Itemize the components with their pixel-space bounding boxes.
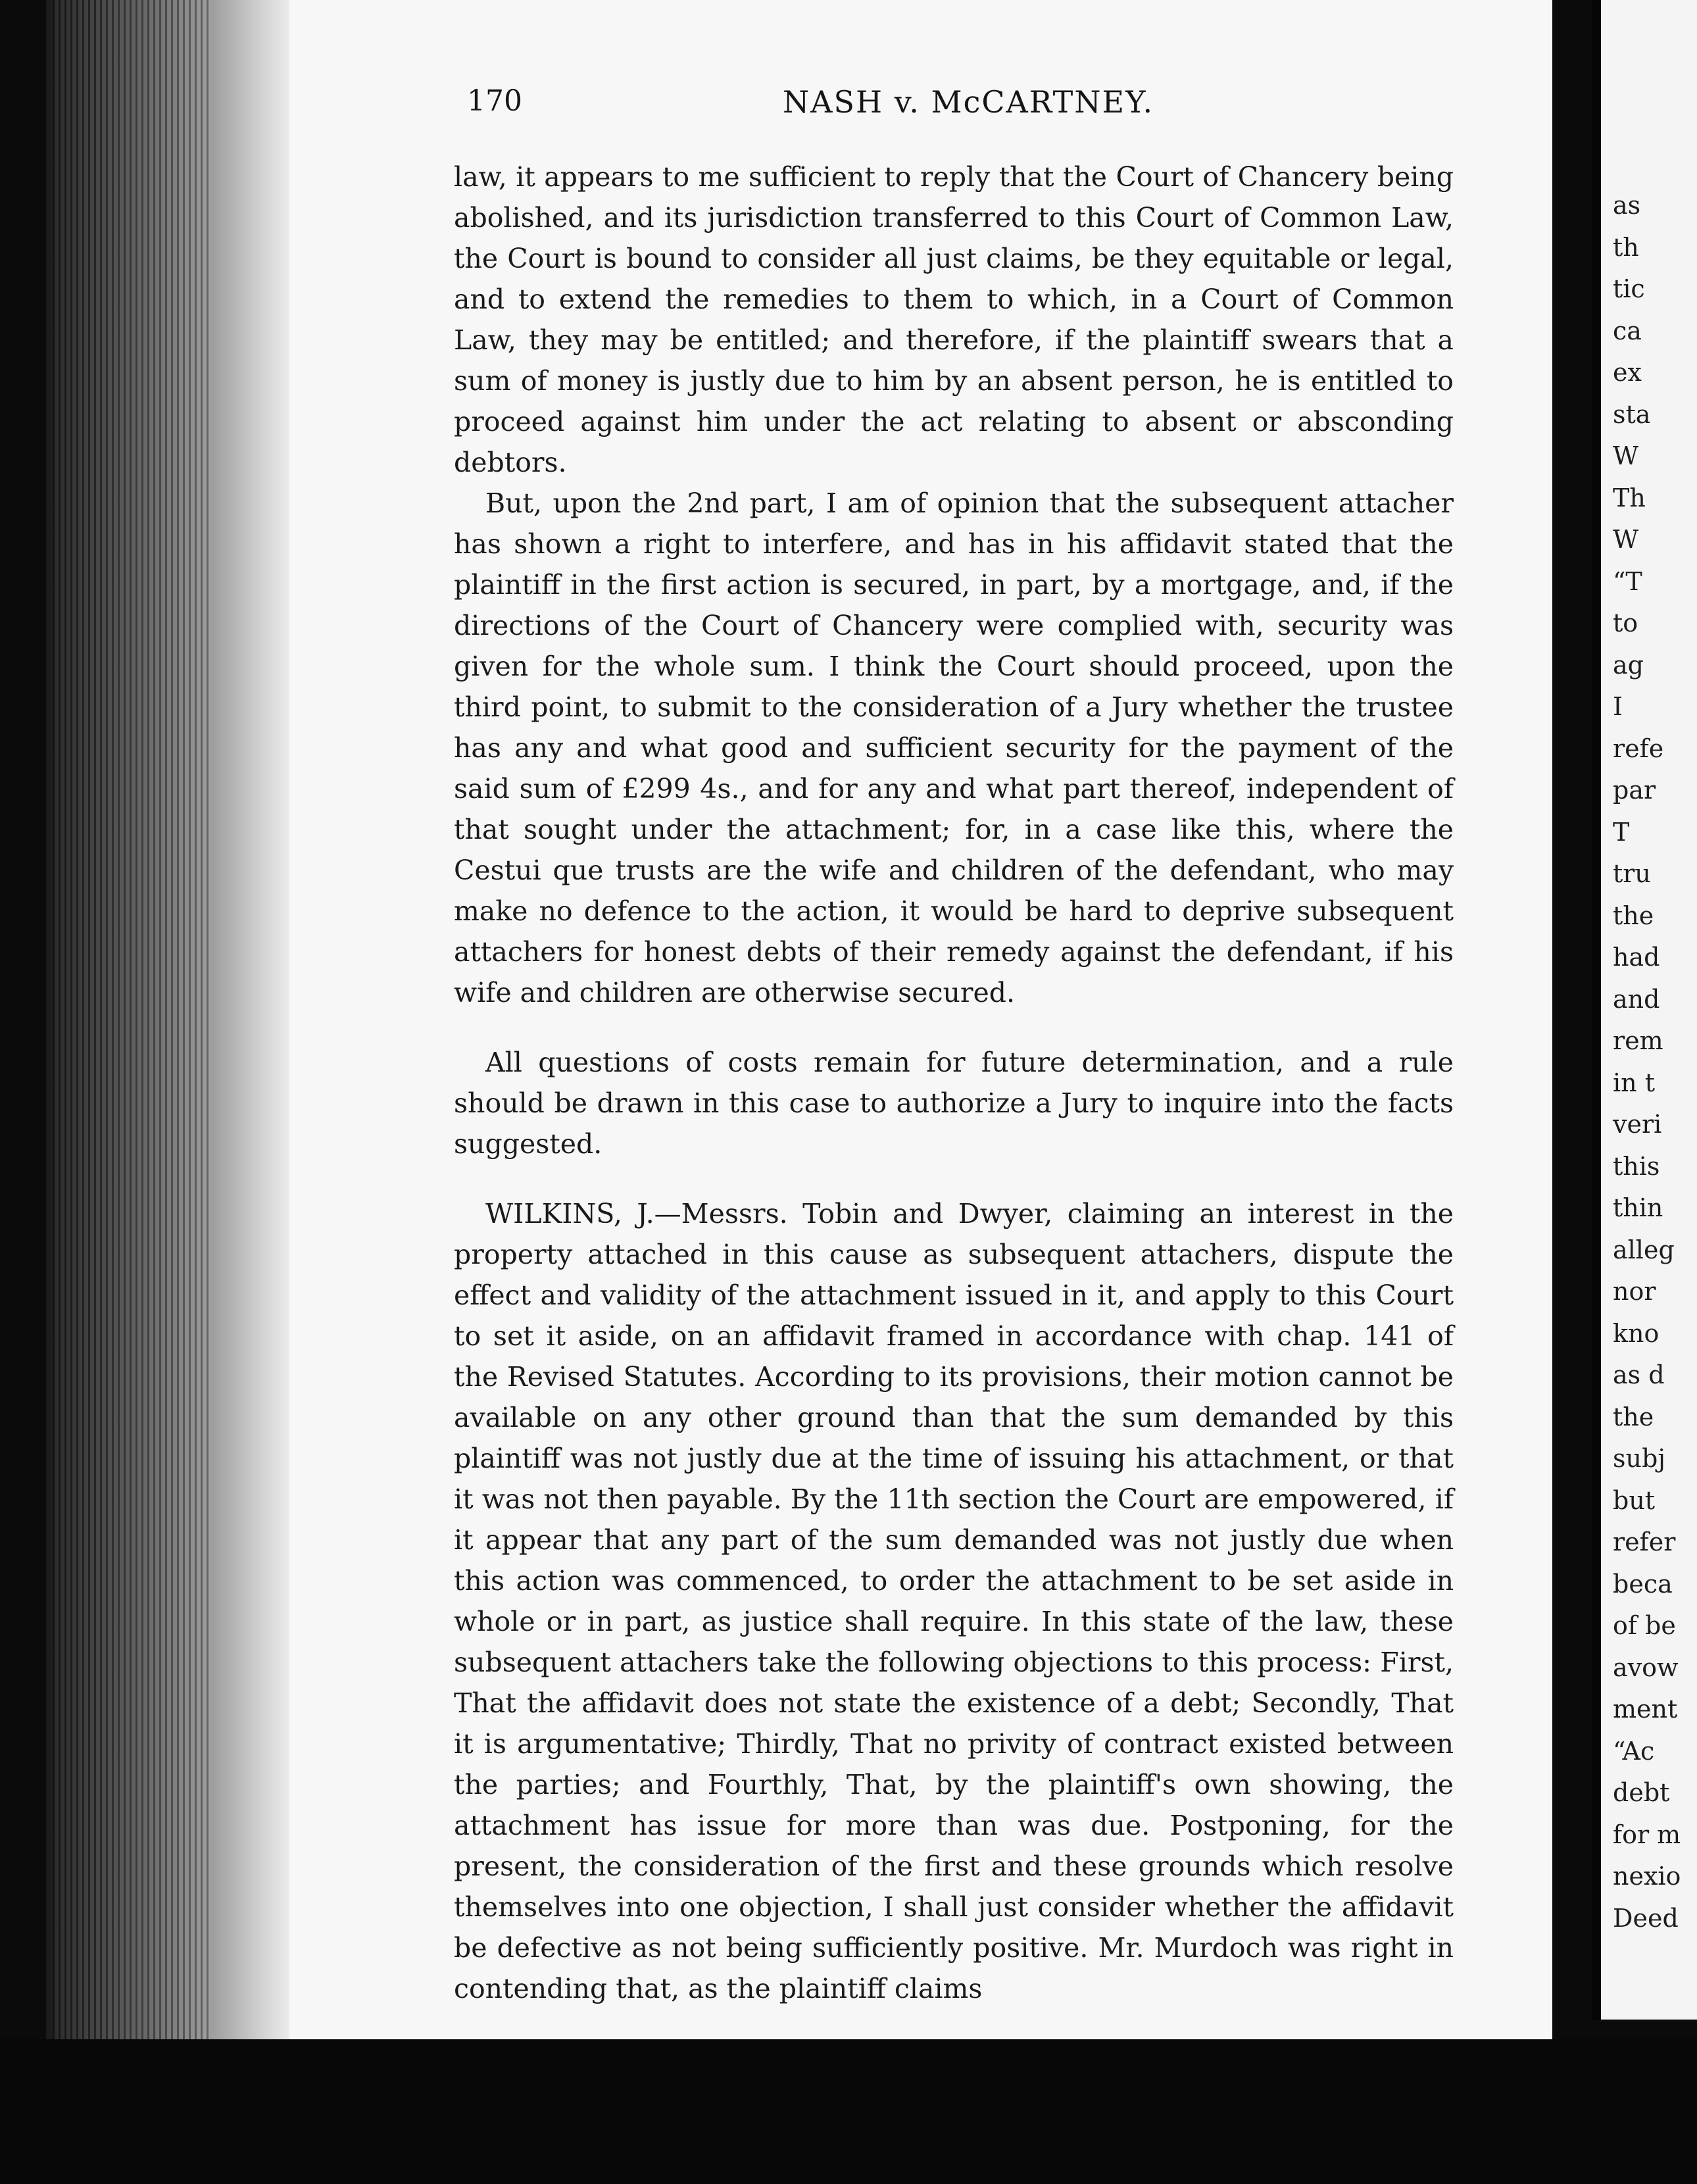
- running-title: NASH v. McCARTNEY.: [783, 84, 1154, 120]
- right-page-fragment: sta: [1613, 399, 1651, 429]
- right-page-fragment: in t: [1613, 1068, 1655, 1097]
- right-page-fragment: had: [1613, 943, 1660, 972]
- right-page-fragment: debt: [1613, 1778, 1670, 1807]
- right-page-fragment: “Ac: [1613, 1736, 1655, 1766]
- right-page-fragment: nexio: [1613, 1862, 1681, 1891]
- right-page-fragment: subj: [1613, 1444, 1666, 1473]
- right-page-fragment: alleg: [1613, 1235, 1675, 1264]
- right-page-fragment: tic: [1613, 274, 1645, 303]
- right-page-fragment: avow: [1613, 1652, 1679, 1682]
- right-page-fragment: rem: [1613, 1026, 1663, 1055]
- right-page-fragment: of be: [1613, 1611, 1676, 1640]
- right-page-fragment: ex: [1613, 358, 1642, 387]
- page-number: 170: [467, 84, 522, 118]
- page-body: [454, 157, 1454, 2009]
- paragraph-4: WILKINS, J.—Messrs. Tobin and Dwyer, claiming an interest in the property attached in this cause as subsequent attachers, dispute the effect and validity of the attachment issued in it, and apply to this Court to set it aside, on an affidavit framed in accordance with chap. 141 of the Revised Statutes. According to its provisions, their motion cannot be available on any other ground than that the sum demanded by this plaintiff was not justly due at the time of issuing his attachment, or that it was not then payable. By the 11th section the Court are empowered, if it appear that any part of the sum demanded was not justly due when this action was commenced, to order the attachment to be set aside in whole or in part, as justice shall require. In this state of the law, these subsequent attachers take the following objections to this process: First, That the affidavit does not state the existence of a debt; Secondly, That it is argumentative; Thirdly, That no privity of contract existed between the parties; and Fourthly, That, by the plaintiff's own showing, the attachment has issue for more than was due. Postponing, for the present, the consideration of the first and these grounds which resolve themselves into one objection, I shall just consider whether the affidavit be defective as not being sufficiently positive. Mr. Murdoch was right in contending that, as the plaintiff claims: [454, 1198, 1454, 2004]
- right-page-fragment: but: [1613, 1485, 1656, 1515]
- right-page-fragment: as d: [1613, 1360, 1665, 1389]
- right-page-fragment: W: [1613, 525, 1639, 554]
- right-page-fragment: for m: [1613, 1820, 1681, 1849]
- right-page-fragment: “T: [1613, 566, 1642, 596]
- right-page-fragment: T: [1613, 817, 1630, 847]
- right-page-fragment: beca: [1613, 1569, 1673, 1599]
- right-page-fragment: W: [1613, 441, 1639, 470]
- right-page-fragment: veri: [1613, 1110, 1662, 1139]
- right-page-fragment: the: [1613, 901, 1654, 930]
- right-page-fragment: kno: [1613, 1318, 1660, 1348]
- right-page-fragment: refe: [1613, 733, 1664, 763]
- right-page-edge: [1592, 0, 1697, 2020]
- right-page-fragment: this: [1613, 1151, 1660, 1181]
- paragraph-2: But, upon the 2nd part, I am of opinion that the subsequent attacher has shown a right to interfere, and has in his affidavit stated that the plaintiff in the first action is secured, in part, by a mortgage, and, if the directions of the Court of Chancery were complied with, security was given for the whole sum. I think the Court should proceed, upon the third point, to submit to the consideration of a Jury whether the trustee has any and what good and sufficient security for the payment of the said sum of £299 4s., and for any and what part thereof, independent of that sought under the attachment; for, in a case like this, where the Cestui que trusts are the wife and children of the defendant, who may make no defence to the action, it would be hard to deprive subsequent attachers for honest debts of their remedy against the defendant, if his wife and children are otherwise secured.: [454, 487, 1454, 1008]
- right-page-fragment: ag: [1613, 650, 1644, 680]
- right-page-fragment: par: [1613, 776, 1656, 805]
- right-page-fragment: Th: [1613, 483, 1646, 512]
- right-page-fragment: I: [1613, 692, 1623, 721]
- right-page-fragment: nor: [1613, 1277, 1656, 1306]
- page-header: [467, 84, 1454, 130]
- right-page-fragment: ment: [1613, 1695, 1678, 1724]
- right-page-fragment: th: [1613, 232, 1639, 262]
- right-page-fragment: tru: [1613, 859, 1651, 888]
- paragraph-1: law, it appears to me sufficient to reply that the Court of Chancery being abolished, and its jurisdiction transferred to this Court of Common Law, the Court is bound to consider all just claims, be they equitable or legal, and to extend the remedies to them to which, in a Court of Common Law, they may be entitled; and therefore, if the plaintiff swears that a sum of money is justly due to him by an absent person, he is entitled to proceed against him under the act relating to absent or absconding debtors.: [454, 161, 1454, 478]
- right-page-fragment: refer: [1613, 1527, 1676, 1556]
- right-page-fragment: thin: [1613, 1193, 1663, 1222]
- scan-bottom-border: [0, 2039, 1697, 2184]
- right-page-fragment: ca: [1613, 316, 1642, 345]
- right-page-fragment: to: [1613, 608, 1638, 637]
- right-page-fragment: and: [1613, 984, 1660, 1014]
- right-page-fragment: as: [1613, 191, 1641, 220]
- page-edge-stripes: [53, 0, 210, 2039]
- right-page-fragment: the: [1613, 1402, 1654, 1431]
- right-page-fragment: Deed: [1613, 1903, 1679, 1933]
- paragraph-3: All questions of costs remain for future determination, and a rule should be drawn in this case to authorize a Jury to inquire into the facts suggested.: [454, 1047, 1454, 1160]
